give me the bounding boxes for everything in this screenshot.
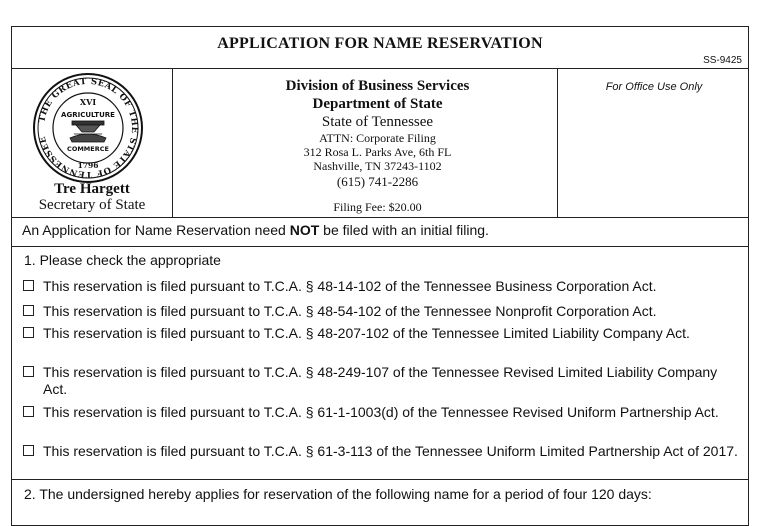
notice-text (22, 222, 489, 238)
option-row (23, 325, 738, 342)
option-label: This reservation is filed pursuant to T.C.A. § 48-54-102 of the Tennessee Nonprofit Corporation Act. (43, 303, 657, 319)
option-checkbox[interactable] (23, 305, 34, 316)
notice-after: be filed with an initial filing. (319, 222, 489, 238)
state-name: State of Tennessee (321, 114, 434, 130)
option-checkbox[interactable] (23, 445, 34, 456)
divider (172, 68, 173, 217)
option-row (23, 278, 738, 295)
divider (12, 68, 748, 69)
option-row (23, 303, 738, 320)
option-label: This reservation is filed pursuant to T.C.A. § 48-207-102 of the Tennessee Limited Liability Company Act. (43, 325, 690, 341)
section-2-label: 2. The undersigned hereby applies for reservation of the following name for a period of four 120 days: (24, 486, 652, 502)
option-row (23, 443, 738, 460)
option-checkbox[interactable] (23, 366, 34, 377)
secretary-title: Secretary of State (38, 197, 146, 213)
seal-top-word: AGRICULTURE (61, 111, 115, 119)
application-form (11, 26, 749, 526)
agency-block (241, 77, 514, 190)
divider (12, 246, 748, 247)
department-name: Department of State (312, 96, 443, 112)
filing-fee: Filing Fee: $20.00 (333, 200, 422, 214)
seal-ring-text: THE GREAT SEAL OF THE STATE OF TENNESSEE (37, 76, 140, 180)
office-use-label: For Office Use Only (605, 81, 703, 93)
option-row (23, 404, 738, 421)
option-label: This reservation is filed pursuant to T.C.A. § 61-3-113 of the Tennessee Uniform Limited Partnership Act of 2017. (43, 443, 738, 459)
secretary-name: Tre Hargett (54, 181, 130, 197)
option-row (23, 364, 738, 398)
option-label: This reservation is filed pursuant to T.C.A. § 48-249-107 of the Tennessee Revised Limited Liability Company Act. (43, 364, 718, 397)
tennessee-state-seal-icon (32, 72, 144, 184)
seal-year: 1796 (77, 161, 99, 170)
option-checkbox[interactable] (23, 327, 34, 338)
notice-before: An Application for Name Reservation need (22, 222, 290, 238)
form-number: SS-9425 (703, 55, 742, 66)
divider (12, 479, 748, 480)
option-label: This reservation is filed pursuant to T.C.A. § 48-14-102 of the Tennessee Business Corporation Act. (43, 278, 657, 294)
division-name: Division of Business Services (285, 78, 470, 94)
divider (12, 217, 748, 218)
option-label: This reservation is filed pursuant to T.C.A. § 61-1-1003(d) of the Tennessee Revised Uniform Partnership Act. (43, 404, 719, 420)
city-address: Nashville, TN 37243-1102 (313, 159, 442, 173)
section-1-label: 1. Please check the appropriate (24, 252, 221, 268)
notice-emphasis: NOT (289, 222, 320, 238)
form-title: APPLICATION FOR NAME RESERVATION (217, 35, 543, 52)
attn-line: ATTN: Corporate Filing (319, 131, 436, 145)
street-address: 312 Rosa L. Parks Ave, 6th FL (303, 145, 452, 159)
phone-number: (615) 741-2286 (336, 174, 419, 189)
option-checkbox[interactable] (23, 406, 34, 417)
option-checkbox[interactable] (23, 280, 34, 291)
seal-bottom-word: COMMERCE (67, 145, 109, 153)
seal-roman: XVI (79, 97, 97, 107)
